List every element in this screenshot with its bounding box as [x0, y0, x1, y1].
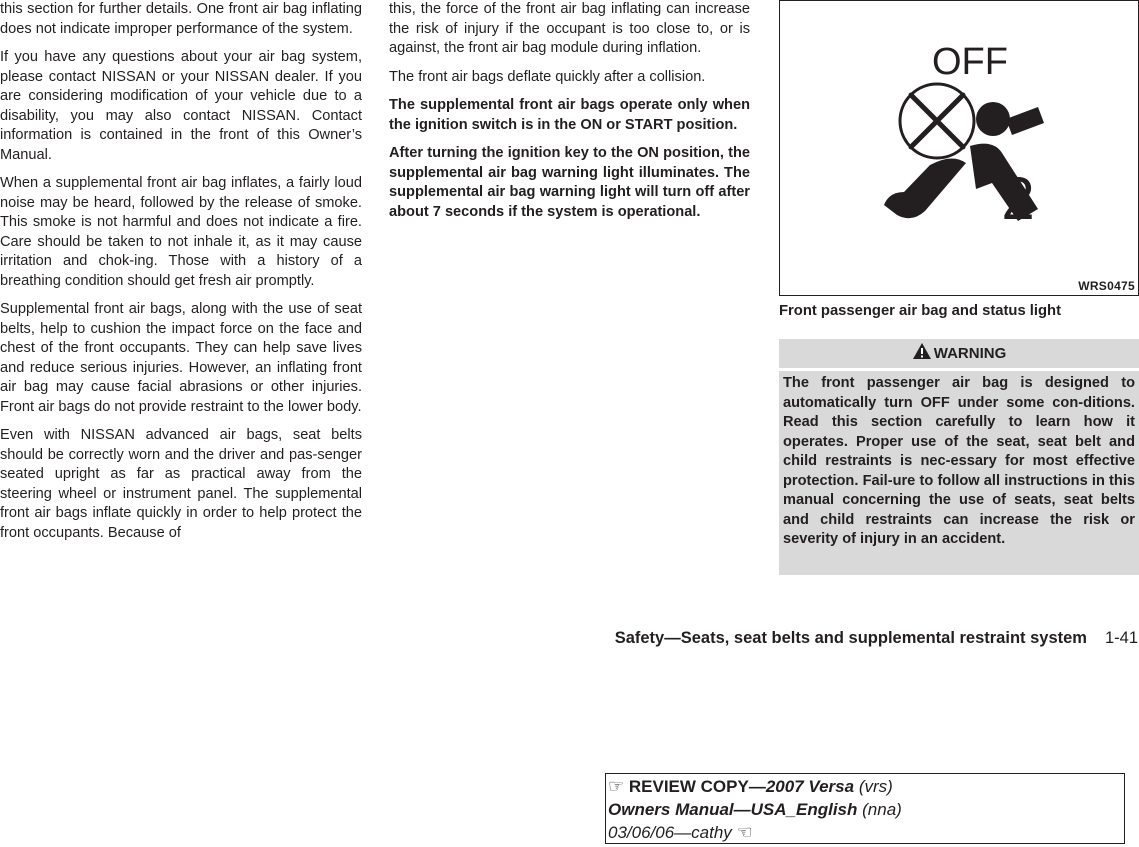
- section-title: Safety—Seats, seat belts and supplemental restraint system: [614, 629, 1087, 647]
- text-column-middle: [389, 0, 750, 231]
- manual-code: (nna): [862, 799, 902, 819]
- review-label: REVIEW COPY—: [628, 777, 766, 796]
- pointing-hand-right-icon: ☞: [608, 776, 625, 796]
- bold-paragraph: The supplemental front air bags operate only when the ignition switch is in the ON or START position.: [389, 97, 750, 133]
- paragraph: this section for further details. One front air bag inflating does not indicate improper performance of the system.: [0, 1, 362, 37]
- warning-title: WARNING: [933, 345, 1007, 362]
- seat-number: 2: [1001, 165, 1035, 232]
- review-copy-stamp: [605, 773, 1125, 844]
- paragraph: this, the force of the front air bag inflating can increase the risk of injury if the occupant is too close to, or is against, the front air bag module during inflation.: [389, 1, 750, 56]
- vehicle-code: (vrs): [858, 777, 893, 796]
- review-date: 03/06/06—cathy: [608, 823, 732, 842]
- paragraph: When a supplemental front air bag inflates, a fairly loud noise may be heard, followed by the release of smoke. This smoke is not harmful and does not indicate a fire. Care should be taken to not inhale it, as it may cause irritation and chok-ing. Those with a history of a breathing condition should get fresh air promptly.: [0, 175, 362, 289]
- warning-triangle-icon: [912, 341, 932, 370]
- bold-paragraph: After turning the ignition key to the ON position, the supplemental air bag warning light illuminates. The supplemental air bag warning light will turn off after about 7 seconds if the system is operational.: [389, 145, 750, 220]
- warning-header: [779, 339, 1139, 368]
- paragraph: If you have any questions about your air bag system, please contact NISSAN or your NISSAN dealer. If you are considering modification of your vehicle due to a disability, you may also contact NISSAN. Contact information is contained in the front of this Owner’s Manual.: [0, 49, 362, 163]
- figure-caption: Front passenger air bag and status light: [779, 303, 1062, 319]
- vehicle-model: 2007 Versa: [765, 777, 855, 796]
- pointing-hand-left-icon: ☜: [736, 822, 753, 842]
- paragraph: The front air bags deflate quickly after a collision.: [389, 68, 706, 85]
- paragraph: Even with NISSAN advanced air bags, seat belts should be correctly worn and the driver and pas-senger seated upright as far as practical away from the steering wheel or instrument panel. The supplemental front air bags inflate quickly in order to help protect the front occupants. Because of: [0, 427, 362, 541]
- review-line-1: [608, 775, 1124, 799]
- paragraph: Supplemental front air bags, along with the use of seat belts, help to cushion the impact force on the face and chest of the front occupants. They can help save lives and reduce serious injuries. However, an inflating front air bag may cause facial abrasions or other injuries. Front air bags do not provide restraint to the lower body.: [0, 301, 362, 415]
- air-bag-off-icon: [780, 1, 1138, 295]
- review-line-3: [608, 821, 1124, 845]
- page-footer: [508, 629, 1138, 648]
- text-column-left: [0, 0, 362, 552]
- figure-code: WRS0475: [1078, 279, 1135, 293]
- page-number: 1-41: [1104, 629, 1138, 647]
- manual-label: Owners Manual—USA_English: [608, 799, 858, 819]
- air-bag-status-figure: [779, 0, 1139, 296]
- warning-text: The front passenger air bag is designed to automatically turn OFF under some con-ditions. Read this section carefully to learn how it operates. Proper use of the seat, seat belt and child restraints is nec-essary for most effective protection. Fail-ure to follow all instructions in this manual concerning the use of seats, seat belts and child restraints can increase the risk or severity of injury in an accident.: [779, 371, 1139, 575]
- off-label: OFF: [932, 41, 1008, 83]
- review-line-2: [608, 799, 1124, 822]
